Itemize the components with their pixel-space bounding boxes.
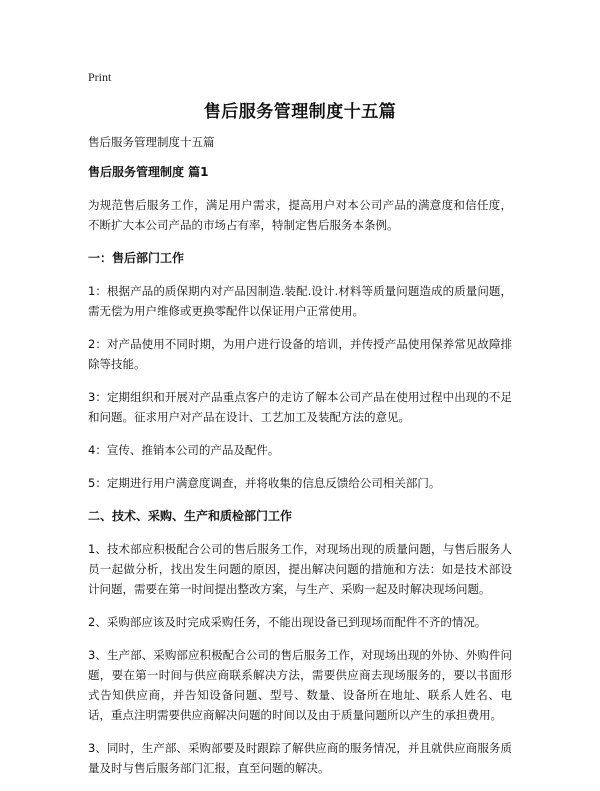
part1-item-1: 1：根据产品的质保期内对产品因制造.装配.设计.材料等质量问题造成的质量问题，需无偿为用户维修或更换零配件以保证用户正常使用。 [88,284,512,318]
document-subtitle: 售后服务管理制度十五篇 [88,135,215,149]
document-body [88,132,512,791]
intro-paragraph: 为规范售后服务工作，满足用户需求，提高用户对本公司产品的满意度和信任度，不断扩大本公司产品的市场占有率，特制定售后服务本条例。 [88,198,512,232]
print-link[interactable]: Print [88,70,112,84]
part2-item-2: 2、采购部应该及时完成采购任务，不能出现设备已到现场而配件不齐的情况。 [88,615,487,629]
part1-item-4: 4：宣传、推销本公司的产品及配件。 [88,443,280,457]
part2-item-3: 3、生产部、采购部应积极配合公司的售后服务工作，对现场出现的外协、外购件问题，要在第一时间与供应商联系解决方法，需要供应商去现场服务的，要以书面形式告知供应商，并告知设备问题、型号、数量、设备所在地址、联系人姓名、电话，重点注明需要供应商解决问题的时间以及由于质量问题所以产生的承担费用。 [88,648,512,722]
part1-heading: 一：售后部门工作 [88,251,185,265]
page-title: 售后服务管理制度十五篇 [203,102,397,122]
section-heading: 售后服务管理制度 篇1 [88,165,209,179]
part1-item-3: 3：定期组织和开展对产品重点客户的走访了解本公司产品在使用过程中出现的不足和问题。征求用户对产品在设计、工艺加工及装配方法的意见。 [88,390,512,424]
part1-item-5: 5：定期进行用户满意度调查，并将收集的信息反馈给公司相关部门。 [88,476,441,490]
part2-item-4: 3、同时，生产部、采购部要及时跟踪了解供应商的服务情况，并且就供应商服务质量及时与售后服务部门汇报，直至问题的解决。 [88,741,512,775]
part1-item-2: 2：对产品使用不同时期，为用户进行设备的培训，并传授产品使用保养常见故障排除等技能。 [88,337,512,371]
part2-heading: 二、技术、采购、生产和质检部门工作 [88,509,293,523]
part2-item-1: 1、技术部应积极配合公司的售后服务工作，对现场出现的质量问题，与售后服务人员一起做分析，找出发生问题的原因，提出解决问题的措施和方法：如是技术部设计问题，需要在第一时间提出整改方案，与生产、采购一起及时解决现场问题。 [88,542,512,596]
